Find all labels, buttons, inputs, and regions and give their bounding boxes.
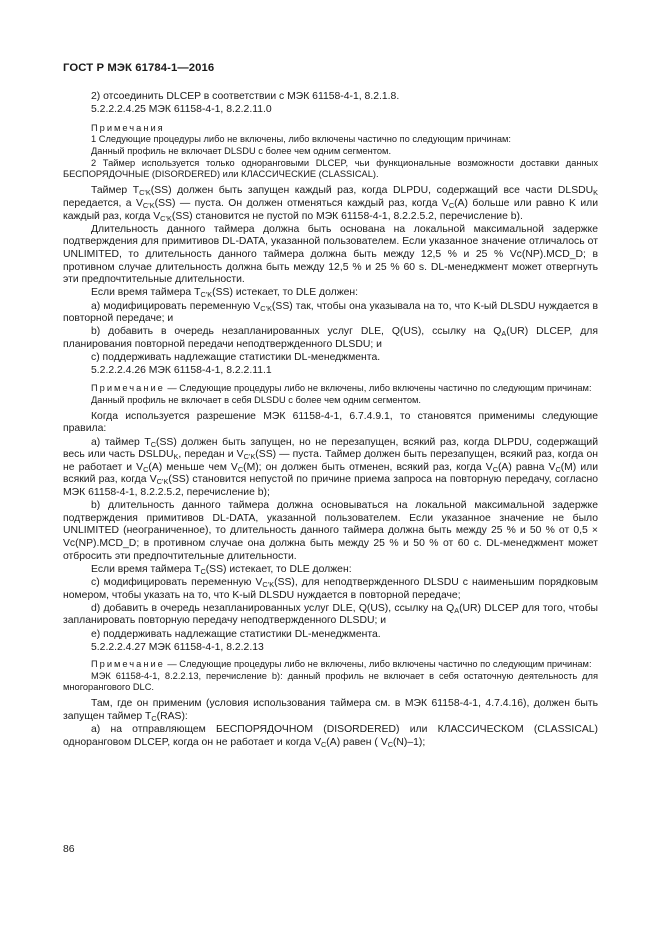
note-text: Примечание — Следующие процедуры либо не включены, либо включены частично по следующим причинам:	[91, 382, 592, 393]
document-body	[63, 91, 598, 750]
section-number: 5.2.2.2.4.26 МЭК 61158-4-1, 8.2.2.11.1	[91, 365, 272, 377]
list-item: а) на отправляющем БЕСПОРЯДОЧНОМ (DISORDERED) или КЛАССИЧЕСКОМ (CLASSICAL) одноранговом DLCEP, когда он не работает и когда $V_C(A)$ равен ( $V_C(N)-1$);	[63, 724, 598, 749]
paragraph: Если время таймера $T_{C’K}(SS)$ истекает, то DLE должен:	[91, 287, 359, 300]
list-item: d) добавить в очередь незапланированных услуг DLE, Q(US), ссылку на $Q_A(UR)$ DLCEP для того, чтобы запланировать повторную передачу неподтвержденного DLSDU; и	[63, 602, 598, 627]
list-item: b) добавить в очередь незапланированных услуг DLE, Q(US), ссылку на $Q_A(UR)$ DLCEP, для планирования повторной передачи неподтвержденного DLSDU; и	[63, 326, 598, 350]
document-header: ГОСТ Р МЭК 61784-1—2016	[63, 62, 215, 74]
list-item: а) модифицировать переменную $V_{C’K}(SS)$ так, чтобы она указывала на то, что K-ый DLSDU нуждается в повторной передаче; и	[63, 300, 598, 325]
note-text: Примечание — Следующие процедуры либо не включены, либо включены частично по следующим причинам:	[91, 659, 592, 670]
paragraph: Там, где он применим (условия использования таймера см. в МЭК 61158-4-1, 4.7.4.16), должен быть запущен таймер $T_C(RAS)$:	[63, 698, 598, 724]
list-item: а) таймер $T_C(SS)$ должен быть запущен, но не перезапущен, всякий раз, когда DLPDU, содержащий весь или часть $DSLDU_K$, передан и $V_{C’K}(SS)$ — пуста. Таймер должен быть перезапущен, всякий раз, когда он не работает и $V_C(A)$ меньше чем $V_C(M)$; он должен быть отменен, всякий раз, когда $V_C(A)$ равна $V_C(M)$ или всякий раз, когда $V_{C’K}(SS)$ становится непустой по причине приема запроса на повторную передачу, согласно МЭК 61158-4-1, 8.2.2.5.2, перечисление b);	[63, 436, 598, 498]
note-text: 1 Следующие процедуры либо не включены, либо включены частично по следующим причинам:	[91, 134, 512, 145]
list-item: c) модифицировать переменную $V_{C’K}(SS)$, для неподтвержденного DLSDU с наименьшим порядковым номером, чтобы указать на то, что K-ый DLSDU нуждается в повторной передаче;	[63, 576, 599, 601]
note-text: МЭК 61158-4-1, 8.2.2.13, перечисление b): данный профиль не включает в себя остаточную деятельность для многорангового DLC.	[63, 671, 598, 693]
section-number: 5.2.2.2.4.27 МЭК 61158-4-1, 8.2.2.13	[91, 641, 264, 653]
paragraph: Когда используется разрешение МЭК 61158-4-1, 6.7.4.9.1, то становятся применимы следующие правила:	[63, 410, 598, 435]
paragraph: Если время таймера $T_C(SS)$ истекает, то DLE должен:	[91, 563, 352, 576]
paragraph: Таймер $T_{C’K}(SS)$ должен быть запущен каждый раз, когда DLPDU, содержащий все части $DLSDU_K$ передается, а $V_{C’K}(SS)$ — пуста. Он должен отменяться каждый раз, когда $V_C(A)$ больше или равно K или каждый раз, когда $V_{C’K}(SS)$ становится не пустой по МЭК 61158-4-1, 8.2.2.5.2, перечисление b).	[63, 185, 599, 223]
note-text: 2 Таймер используется только одноранговыми DLCEP, чьи функциональные возможности доставки данных БЕСПОРЯДОЧНЫЕ (DISORDERED) или КЛАССИЧЕСКИЕ (CLASSICAL).	[63, 157, 598, 180]
list-item: c) поддерживать надлежащие статистики DL-менеджмента.	[91, 352, 381, 364]
note-heading: Примечания	[91, 122, 165, 133]
section-number: 5.2.2.2.4.25 МЭК 61158-4-1, 8.2.2.11.0	[91, 104, 272, 116]
list-item: b) длительность данного таймера должна основываться на локальной максимальной задержке подтверждения примитивов DL-DATA, указанной пользователем. Если указанное значение не было UNLIMITED (неограниченное), то длительность данного таймера должна быть между 25 % и 50 % от 0,5 × Vc(NP).MCD_D; в противном случае она должна быть между 25 % и 50 % от 60 с. DL-менеджмент может отбросить эти предпочтительные длительности.	[63, 500, 598, 562]
paragraph: 2) отсоединить DLCEP в соответствии с МЭК 61158-4-1, 8.2.1.8.	[91, 91, 400, 102]
page-number: 86	[63, 844, 75, 855]
note-text: Данный профиль не включает в себя DLSDU с более чем одним сегментом.	[91, 394, 421, 405]
list-item: e) поддерживать надлежащие статистики DL-менеджмента.	[91, 628, 381, 640]
paragraph: Длительность данного таймера должна быть основана на локальной максимальной задержке подтверждения для примитивов DL-DATA, указанной пользователем. Если указанное значение отличалось от UNLIMITED, то длительность данного таймера должна быть между 12,5 % и 25 % Vc(NP).MCD_D; в противном случае длительность должна быть между 12,5 % и 25 % 60 s. DL-менеджмент может отвергнуть эти предпочтительные длительности.	[63, 223, 598, 286]
note-text: Данный профиль не включает DLSDU с более чем одним сегментом.	[91, 146, 392, 157]
